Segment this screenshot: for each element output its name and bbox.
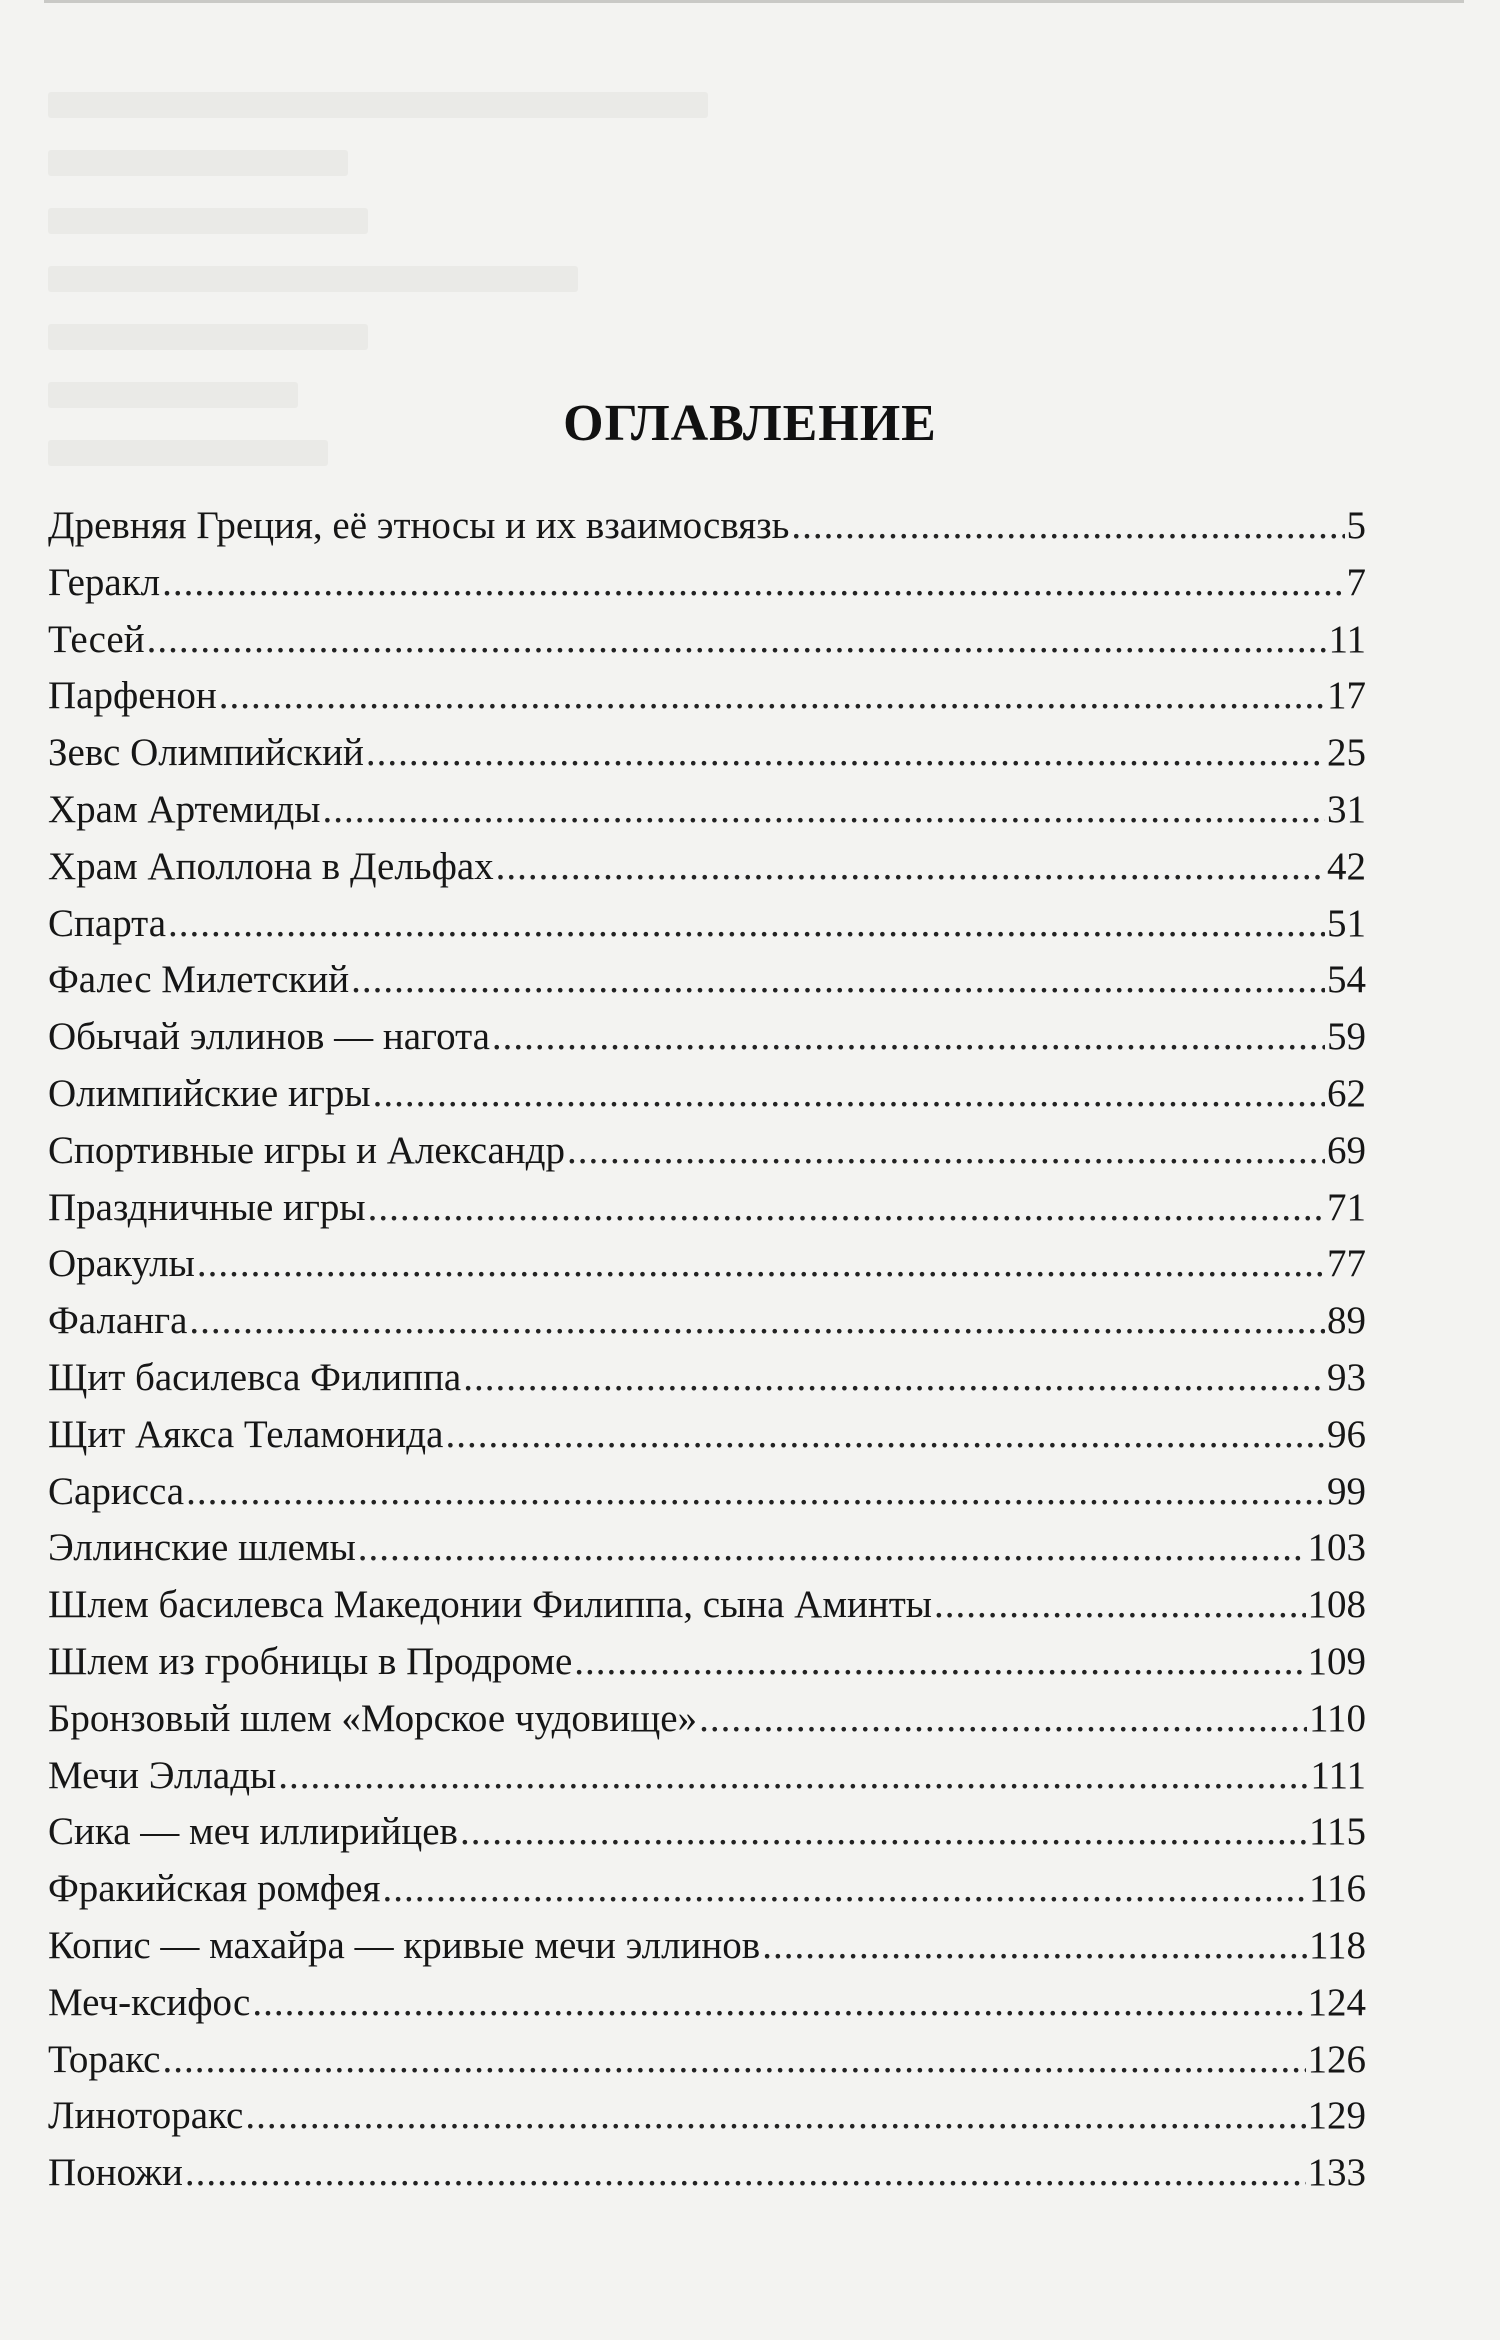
toc-entry-title: Поножи	[48, 2151, 183, 2195]
dot-leader	[463, 1350, 1325, 1407]
toc-entry[interactable]	[48, 839, 1366, 896]
toc-entry[interactable]	[48, 2145, 1366, 2202]
toc-entry-page: 110	[1308, 1696, 1366, 1740]
toc-entry-title: Храм Артемиды	[48, 787, 321, 831]
toc-entry[interactable]	[48, 1520, 1366, 1577]
toc-entry[interactable]	[48, 1236, 1366, 1293]
toc-entry-page: 17	[1327, 674, 1366, 718]
dot-leader	[574, 1634, 1305, 1691]
toc-entry-page: 109	[1307, 1639, 1366, 1683]
toc-entry-title: Храм Аполлона в Дельфах	[48, 844, 494, 888]
toc-entry-page: 71	[1327, 1185, 1366, 1229]
dot-leader	[382, 1861, 1307, 1918]
toc-entry[interactable]	[48, 1180, 1366, 1237]
toc-entry[interactable]	[48, 498, 1366, 555]
toc-entry-page: 129	[1307, 2094, 1366, 2138]
toc-entry-title: Щит басилевса Филиппа	[48, 1355, 462, 1399]
show-through-header-rule	[44, 0, 1464, 43]
toc-entry-page: 124	[1307, 1980, 1366, 2024]
dot-leader	[567, 1123, 1325, 1180]
toc-entry-title: Шлем из гробницы в Продроме	[48, 1639, 573, 1683]
toc-entry[interactable]	[48, 555, 1366, 612]
toc-entry[interactable]	[48, 612, 1366, 669]
toc-entry-page: 7	[1346, 560, 1366, 604]
toc-entry-page: 54	[1327, 958, 1366, 1002]
toc-entry[interactable]	[48, 1009, 1366, 1066]
toc-entry-title: Парфенон	[48, 674, 217, 718]
toc-entry[interactable]	[48, 1407, 1366, 1464]
toc-entry-page: 111	[1310, 1753, 1366, 1797]
toc-entry[interactable]	[48, 1748, 1366, 1805]
toc-entry-page: 77	[1327, 1242, 1366, 1286]
toc-entry-page: 115	[1308, 1810, 1366, 1854]
dot-leader	[460, 1804, 1307, 1861]
toc-entry[interactable]	[48, 1634, 1366, 1691]
toc-entry-title: Спарта	[48, 901, 167, 945]
toc-entry[interactable]	[48, 952, 1366, 1009]
toc-entry-page: 31	[1327, 787, 1366, 831]
toc-entry[interactable]	[48, 2032, 1366, 2089]
toc-entry-title: Спортивные игры и Александр	[48, 1128, 565, 1172]
toc-entry-page: 96	[1327, 1412, 1366, 1456]
toc-entry-title: Щит Аякса Теламонида	[48, 1412, 444, 1456]
dot-leader	[185, 2145, 1306, 2202]
toc-entry-page: 5	[1346, 504, 1366, 547]
toc-entry-page: 99	[1327, 1469, 1366, 1513]
toc-entry[interactable]	[48, 1861, 1366, 1918]
page-title: ОГЛАВЛЕНИЕ	[563, 395, 937, 452]
dot-leader	[163, 2032, 1306, 2089]
toc-entry[interactable]	[48, 1293, 1366, 1350]
toc-entry-page: 133	[1307, 2151, 1366, 2195]
toc-entry[interactable]	[48, 1975, 1366, 2032]
toc-entry-title: Шлем басилевса Македонии Филиппа, сына Аминты	[48, 1583, 932, 1627]
toc-entry-title: Меч-ксифос	[48, 1980, 251, 2024]
dot-leader	[496, 839, 1325, 896]
toc-entry-title: Тесей	[48, 617, 145, 661]
dot-leader	[245, 2088, 1305, 2145]
toc-entry[interactable]	[48, 1066, 1366, 1123]
toc-entry-page: 62	[1327, 1071, 1366, 1115]
table-of-contents	[48, 498, 1366, 2202]
toc-entry-page: 42	[1327, 844, 1366, 888]
toc-entry[interactable]	[48, 1918, 1366, 1975]
toc-entry-title: Фаланга	[48, 1299, 188, 1343]
toc-entry-page: 126	[1307, 2037, 1366, 2081]
dot-leader	[762, 1918, 1307, 1975]
toc-entry-title: Зевс Олимпийский	[48, 731, 364, 775]
dot-leader	[934, 1577, 1306, 1634]
show-through-line	[48, 92, 708, 118]
dot-leader	[168, 896, 1325, 953]
toc-entry-title: Линоторакс	[48, 2094, 244, 2138]
toc-entry-page: 25	[1327, 731, 1366, 775]
dot-leader	[162, 555, 1344, 612]
toc-entry-page: 59	[1327, 1015, 1366, 1059]
toc-entry-title: Мечи Эллады	[48, 1753, 277, 1797]
toc-entry[interactable]	[48, 782, 1366, 839]
toc-entry-page: 69	[1327, 1128, 1366, 1172]
dot-leader	[278, 1748, 1308, 1805]
dot-leader	[358, 1520, 1306, 1577]
toc-entry-title: Оракулы	[48, 1242, 195, 1286]
toc-entry-title: Сика — меч иллирийцев	[48, 1810, 458, 1854]
toc-entry-title: Фракийская ромфея	[48, 1867, 381, 1911]
toc-entry-title: Олимпийские игры	[48, 1071, 371, 1115]
toc-entry[interactable]	[48, 1123, 1366, 1180]
dot-leader	[197, 1236, 1325, 1293]
toc-entry-title: Копис — махайра — кривые мечи эллинов	[48, 1923, 761, 1967]
toc-entry-title: Геракл	[48, 560, 161, 604]
toc-entry-page: 89	[1327, 1299, 1366, 1343]
dot-leader	[252, 1975, 1305, 2032]
show-through-line	[48, 150, 348, 176]
toc-entry-page: 93	[1327, 1355, 1366, 1399]
dot-leader	[368, 1180, 1325, 1237]
toc-entry-page: 11	[1328, 617, 1366, 661]
toc-entry-title: Древняя Греция, её этносы и их взаимосвязь	[48, 504, 790, 547]
toc-entry[interactable]	[48, 725, 1366, 782]
show-through-line	[48, 324, 368, 350]
dot-leader	[186, 1464, 1325, 1521]
dot-leader	[189, 1293, 1325, 1350]
dot-leader	[373, 1066, 1325, 1123]
toc-entry[interactable]	[48, 2088, 1366, 2145]
toc-entry-page: 103	[1307, 1526, 1366, 1570]
dot-leader	[323, 782, 1325, 839]
toc-entry-page: 108	[1307, 1583, 1366, 1627]
dot-leader	[219, 668, 1325, 725]
dot-leader	[147, 612, 1327, 669]
toc-entry-title: Эллинские шлемы	[48, 1526, 356, 1570]
toc-entry[interactable]	[48, 668, 1366, 725]
toc-entry[interactable]	[48, 896, 1366, 953]
dot-leader	[351, 952, 1325, 1009]
dot-leader	[492, 1009, 1325, 1066]
toc-entry-title: Обычай эллинов — нагота	[48, 1015, 490, 1059]
toc-entry-title: Фалес Милетский	[48, 958, 350, 1002]
toc-entry-title: Торакс	[48, 2037, 161, 2081]
show-through-line	[48, 208, 368, 234]
toc-entry-page: 116	[1308, 1867, 1366, 1911]
toc-entry[interactable]	[48, 1577, 1366, 1634]
dot-leader	[445, 1407, 1325, 1464]
toc-entry[interactable]	[48, 1691, 1366, 1748]
toc-entry-title: Бронзовый шлем «Морское чудовище»	[48, 1696, 698, 1740]
toc-entry[interactable]	[48, 1350, 1366, 1407]
toc-entry-title: Сарисса	[48, 1469, 185, 1513]
dot-leader	[699, 1691, 1307, 1748]
toc-entry-page: 51	[1327, 901, 1366, 945]
toc-entry[interactable]	[48, 1464, 1366, 1521]
show-through-line	[48, 266, 578, 292]
dot-leader	[366, 725, 1325, 782]
toc-entry-title: Праздничные игры	[48, 1185, 366, 1229]
dot-leader	[791, 498, 1344, 555]
toc-entry-page: 118	[1308, 1923, 1366, 1967]
toc-entry[interactable]	[48, 1804, 1366, 1861]
